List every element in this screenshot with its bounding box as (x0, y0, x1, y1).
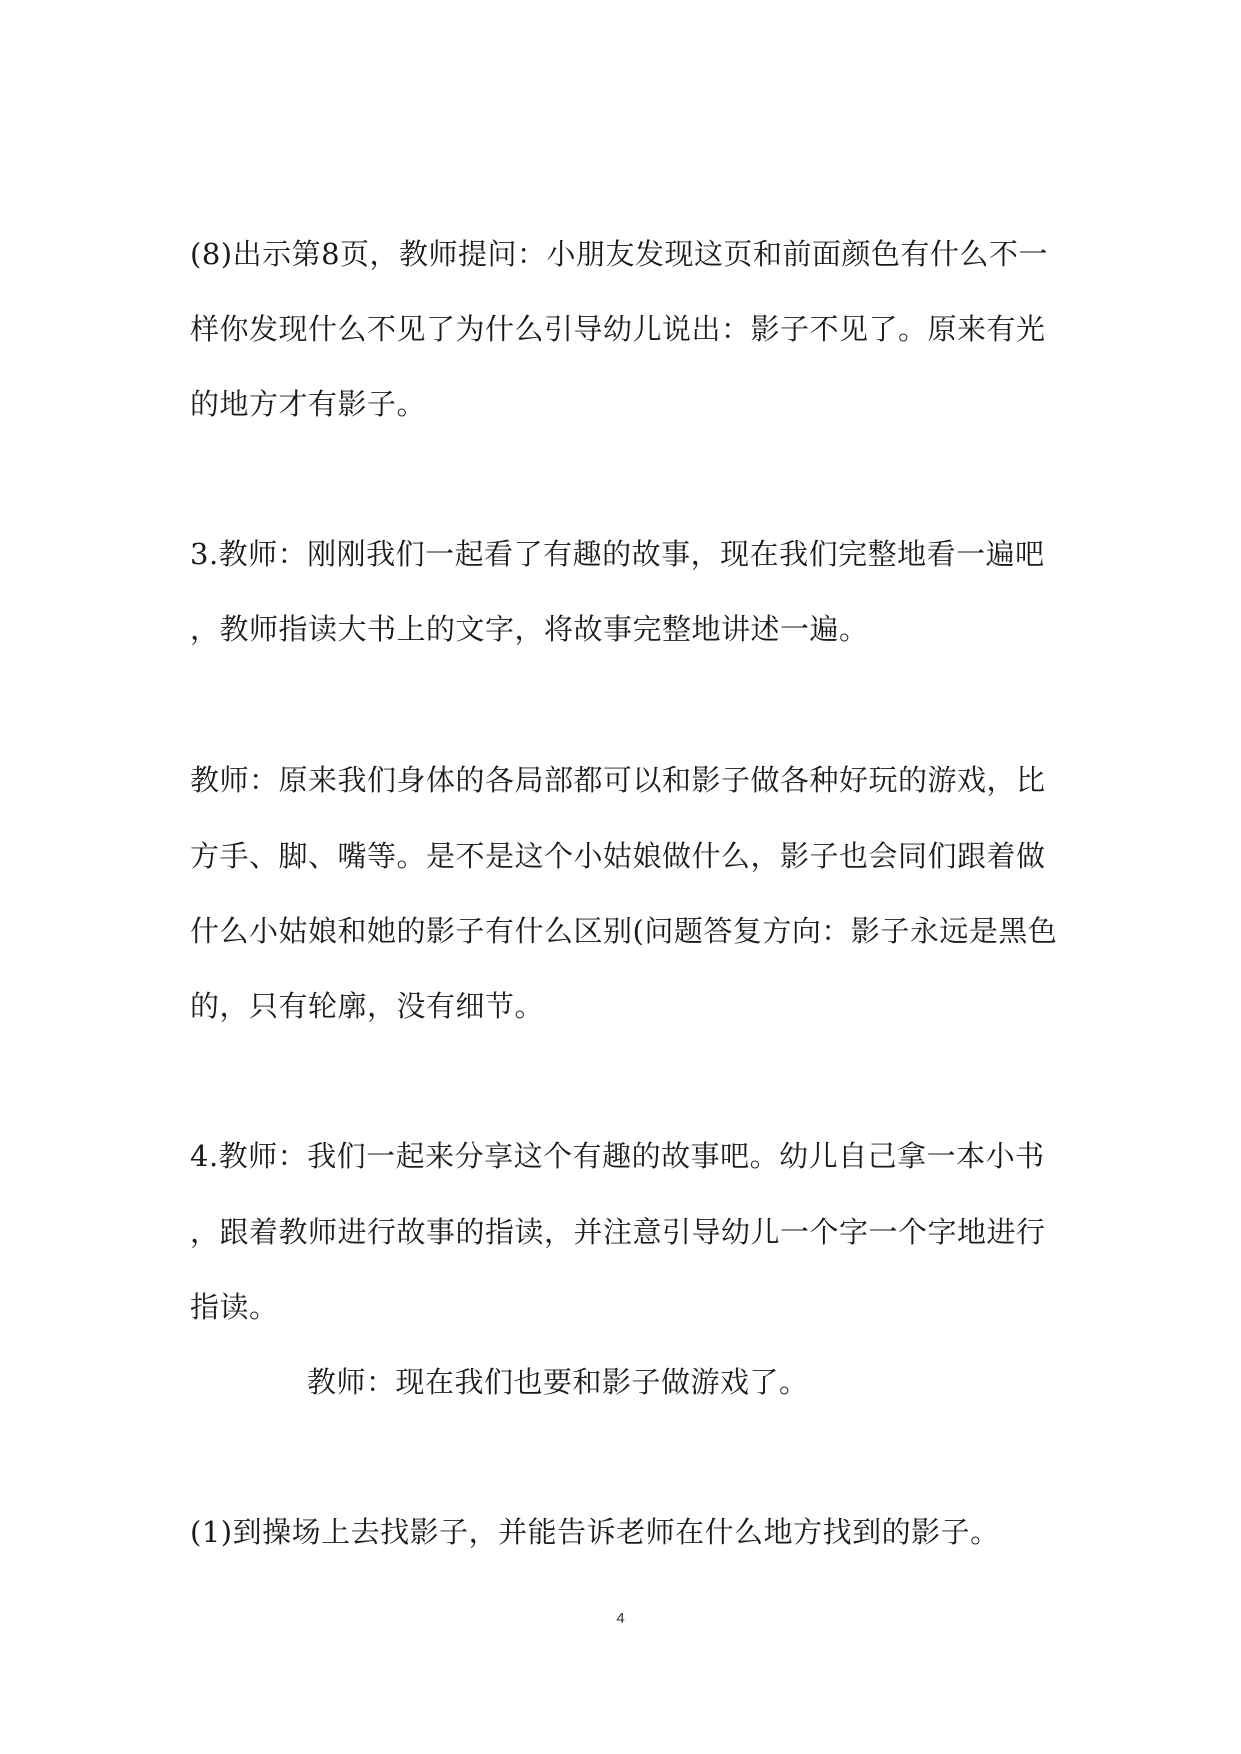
paragraph-line: 教师：现在我们也要和影子做游戏了。 (307, 1365, 809, 1399)
paragraph-line: 方手、脚、嘴等。是不是这个小姑娘做什么，影子也会同们跟着做 (190, 839, 1046, 873)
paragraph-line: ，教师指读大书上的文字，将故事完整地讲述一遍。 (190, 612, 869, 646)
paragraph-line: 3.教师：刚刚我们一起看了有趣的故事，现在我们完整地看一遍吧 (190, 537, 1045, 571)
paragraph-line: 什么小姑娘和她的影子有什么区别(问题答复方向：影子永远是黑色 (190, 914, 1058, 948)
paragraph-line: 的地方才有影子。 (190, 387, 427, 421)
paragraph-line: 样你发现什么不见了为什么引导幼儿说出：影子不见了。原来有光 (190, 312, 1046, 346)
paragraph-line: 的，只有轮廓，没有细节。 (190, 989, 545, 1023)
paragraph-line: 教师：原来我们身体的各局部都可以和影子做各种好玩的游戏，比 (190, 763, 1046, 797)
paragraph-line: (1)到操场上去找影子，并能告诉老师在什么地方找到的影子。 (190, 1515, 1000, 1549)
paragraph-line: (8)出示第8页，教师提问：小朋友发现这页和前面颜色有什么不一 (190, 237, 1049, 271)
paragraph-line: ，跟着教师进行故事的指读，并注意引导幼儿一个字一个字地进行 (190, 1215, 1046, 1249)
paragraph-line: 指读。 (190, 1290, 279, 1324)
page-number: 4 (616, 1610, 625, 1627)
paragraph-line: 4.教师：我们一起来分享这个有趣的故事吧。幼儿自己拿一本小书 (190, 1139, 1045, 1173)
